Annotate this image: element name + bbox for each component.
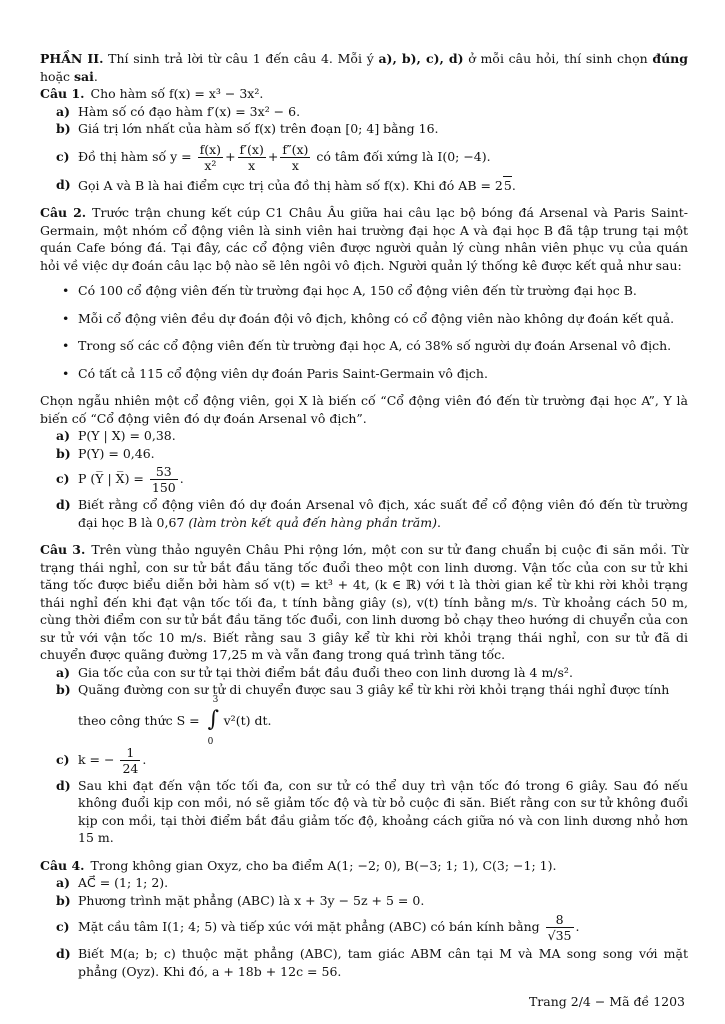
option-label: b) xyxy=(56,892,71,908)
q2-option-d xyxy=(40,496,688,531)
question-4-stem-line xyxy=(40,857,688,875)
question-4-stem: Trong không gian Oxyz, cho ba điểm A(1; −2; 0), B(−3; 1; 1), C(3; −1; 1). xyxy=(90,857,557,873)
numerator: 8 xyxy=(546,912,574,928)
fraction xyxy=(120,745,140,776)
list-item: • Trong số các cổ động viên đến từ trường đại học A, có 38% số người dự đoán Arsenal vô địch. xyxy=(40,337,688,355)
part-heading: PHẦN II. xyxy=(40,51,104,66)
q4-option-a xyxy=(40,874,688,892)
q1-option-d xyxy=(40,176,688,195)
page-footer: Trang 2/4 − Mã đề 1203 xyxy=(528,994,685,1009)
q3-option-d xyxy=(40,777,688,847)
option-label: a) xyxy=(56,664,71,680)
fraction xyxy=(280,142,310,173)
formula-suffix: có tâm đối xứng là I(0; −4). xyxy=(316,148,491,164)
question-3-title: Câu 3. xyxy=(40,542,86,557)
option-text: Giá trị lớn nhất của hàm số f(x) trên đoạn [0; 4] bằng 16. xyxy=(78,121,439,136)
option-label: a) xyxy=(56,103,71,119)
q4-option-d xyxy=(40,945,688,980)
option-label: a) xyxy=(56,428,71,443)
fraction xyxy=(198,142,223,173)
intro-options: a), b), c), d) xyxy=(378,51,464,66)
list-item: • Có 100 cổ động viên đến từ trường đại học A, 150 cổ động viên đến từ trường đại học B. xyxy=(40,282,688,300)
fraction xyxy=(150,464,178,495)
option-text: P(Y | X) = 0,38. xyxy=(78,428,176,443)
intro-text-2: ở mỗi câu hỏi, thí sinh chọn xyxy=(463,51,653,66)
formula-prefix: P (Y̅ | X̅) = xyxy=(78,471,144,486)
formula-prefix: theo công thức S = xyxy=(78,712,200,728)
question-2-setup: Chọn ngẫu nhiên một cổ động viên, gọi X là biến cố “Cổ động viên đó đến từ trường đại học A”, Y là biến cố “Cổ động viên đó dự đoán Arsenal vô địch”. xyxy=(40,393,688,426)
q1-option-a xyxy=(40,103,688,121)
option-label: c) xyxy=(56,471,70,486)
denominator: x xyxy=(248,157,256,173)
integral-lower: 0 xyxy=(207,737,214,747)
question-1-stem: Cho hàm số f(x) = x³ − 3x². xyxy=(90,86,264,101)
option-text: Sau khi đạt đến vận tốc tối đa, con sư tử có thể duy trì vận tốc đó trong 6 giây. Sau đó nếu không đuổi kịp con mồi, nó sẽ giảm tốc độ và từ bỏ cuộc đi săn. Biết rằng con sư tử không đuổi kịp con mồi, tại thời điểm bắt đầu giảm tốc độ, khoảng cách giữa nó và con linh dương nhỏ hơn 15 m. xyxy=(78,777,688,845)
formula-suffix: . xyxy=(179,471,184,486)
integral-upper: 3 xyxy=(212,695,219,705)
option-label: c) xyxy=(56,148,70,164)
q1-option-b xyxy=(40,120,688,138)
fraction xyxy=(238,142,266,173)
integral-sign: ∫ xyxy=(207,707,220,732)
option-label: d) xyxy=(56,497,71,512)
option-label: b) xyxy=(56,682,71,697)
numerator: 53 xyxy=(150,464,178,480)
option-label: a) xyxy=(56,875,71,890)
q3-option-a xyxy=(40,664,688,682)
question-1-stem-line xyxy=(40,85,688,103)
q4-option-c xyxy=(40,909,688,945)
question-3-stem: Trên vùng thảo nguyên Châu Phi rộng lớn, một con sư tử đang chuẩn bị cuộc đi săn mồi. Từ trạng thái nghỉ, con sư tử bắt đầu tăng tốc đuổi theo một con linh dương. Vận tốc của con sư tử khi tăng tốc được biểu diễn bởi hàm số v(t) = kt³ + 4t, (k ∈ ℝ) với t là thời gian kể từ khi rời khỏi trạng thái nghỉ đến khi đạt vận tốc tối đa, t tính bằng giây (s), v(t) tính bằng m/s. Từ khoảng cách 50 m, cùng thời điểm con sư tử bắt đầu tăng tốc đuổi, con linh dương bỏ chạy theo hướng di chuyển của con sư tử với vận tốc 10 m/s. Biết rằng sau 3 giây kể từ khi rời khỏi trạng thái nghỉ, con sư tử đã di chuyển được quãng đường 17,25 m và vẫn đang trong quá trình tăng tốc. xyxy=(40,542,688,662)
option-text: AC⃗ = (1; 1; 2). xyxy=(78,875,169,890)
q1-option-c: c) Đồ thị hàm số y = $\frac{f(x)}{\text{x²}}$ + $\frac{f'(x)}{x}$ + $\frac{f''(x)}{x}$ có tâm đối xứng là I(0; −4). xyxy=(56,141,491,173)
formula-prefix: k = − xyxy=(78,751,115,767)
numerator: f′(x) xyxy=(239,141,264,157)
exam-page xyxy=(40,50,688,980)
formula-prefix: Đồ thị hàm số y = xyxy=(78,148,192,164)
list-item: • Có tất cả 115 cổ động viên dự đoán Paris Saint-Germain vô địch. xyxy=(40,365,688,383)
q2-option-b xyxy=(40,445,688,463)
numerator: f(x) xyxy=(199,141,222,157)
option-text: P(Y) = 0,46. xyxy=(78,445,155,461)
option-label: b) xyxy=(56,445,71,461)
formula-line xyxy=(78,695,688,747)
question-2 xyxy=(40,204,688,531)
option-text: Biết rằng cổ động viên đó dự đoán Arsenal vô địch, xác suất để cổ động viên đó đến từ trường đại học B là 0,67 xyxy=(78,497,688,530)
question-1-title: Câu 1. xyxy=(40,86,85,101)
option-text-end: . xyxy=(511,177,516,193)
formula-prefix: Mặt cầu tâm I(1; 4; 5) và tiếp xúc với mặt phẳng (ABC) có bán kính bằng xyxy=(78,919,540,934)
numerator: f″(x) xyxy=(282,141,309,157)
q3-option-b xyxy=(40,681,688,747)
question-3 xyxy=(40,541,688,847)
denominator: √35 xyxy=(547,928,572,943)
question-2-stem: Trước trận chung kết cúp C1 Châu Âu giữa hai câu lạc bộ bóng đá Arsenal và Paris Saint-Germain, một nhóm cổ động viên là sinh viên hai trường đại học A và đại học B đã tập trung tại một quán Cafe bóng đá. Tại đây, các cổ động viên được người quản lý cùng nhân viên phục vụ của quán hỏi về việc dự đoán câu lạc bộ nào sẽ lên ngôi vô địch. Người quản lý thống kê được kết quả như sau: xyxy=(40,205,688,273)
part-intro xyxy=(40,50,688,85)
question-2-title: Câu 2. xyxy=(40,205,87,220)
q2-option-c xyxy=(40,462,688,496)
numerator: 1 xyxy=(120,745,140,761)
option-text-end: . xyxy=(436,514,441,530)
question-2-bullets xyxy=(40,282,688,382)
q4-option-b xyxy=(40,892,688,910)
q2-option-a xyxy=(40,427,688,445)
list-item: • Mỗi cổ động viên đều dự đoán đội vô địch, không có cổ động viên nào không dự đoán kết quả. xyxy=(40,310,688,328)
question-4 xyxy=(40,857,688,981)
option-label: d) xyxy=(56,176,71,192)
option-text: Gia tốc của con sư tử tại thời điểm bắt đầu đuổi theo con linh dương là 4 m/s². xyxy=(78,664,573,680)
intro-wrong: sai xyxy=(74,68,94,84)
intro-text: Thí sinh trả lời từ câu 1 đến câu 4. Mỗi ý xyxy=(103,51,379,66)
q3-option-c xyxy=(40,743,688,777)
fraction xyxy=(546,912,574,943)
option-text: Hàm số có đạo hàm f′(x) = 3x² − 6. xyxy=(78,103,301,119)
option-label: d) xyxy=(56,946,71,961)
formula-suffix: . xyxy=(142,751,147,767)
option-label: b) xyxy=(56,121,71,136)
option-text: Phương trình mặt phẳng (ABC) là x + 3y − 5z + 5 = 0. xyxy=(78,892,425,908)
intro-end: . xyxy=(93,68,98,84)
integral-symbol xyxy=(206,695,222,747)
intro-or: hoặc xyxy=(40,68,75,84)
option-text: Biết M(a; b; c) thuộc mặt phẳng (ABC), tam giác ABM cân tại M và MA song song với mặt phẳng (Oyz). Khi đó, a + 18b + 12c = 56. xyxy=(78,946,688,979)
question-4-title: Câu 4. xyxy=(40,857,85,873)
option-text: Gọi A và B là hai điểm cực trị của đồ thị hàm số f(x). Khi đó AB = 2 xyxy=(78,177,503,193)
option-text: Quãng đường con sư tử di chuyển được sau 3 giây kể từ khi rời khỏi trạng thái nghỉ được tính xyxy=(78,682,670,697)
question-3-stem-line xyxy=(40,541,688,664)
sqrt-value: 5 xyxy=(503,177,512,193)
option-label: c) xyxy=(56,751,70,767)
question-2-stem-line xyxy=(40,204,688,274)
option-note: (làm tròn kết quả đến hàng phần trăm) xyxy=(188,514,437,530)
option-label: c) xyxy=(56,919,70,934)
denominator: 24 xyxy=(122,760,139,776)
formula-suffix: . xyxy=(575,919,580,934)
option-label: d) xyxy=(56,777,71,793)
question-1 xyxy=(40,85,688,194)
denominator: x² xyxy=(204,157,217,173)
denominator: 150 xyxy=(151,480,176,495)
integrand: v²(t) dt. xyxy=(223,712,272,728)
intro-correct: đúng xyxy=(652,51,689,66)
denominator: x xyxy=(291,157,299,173)
